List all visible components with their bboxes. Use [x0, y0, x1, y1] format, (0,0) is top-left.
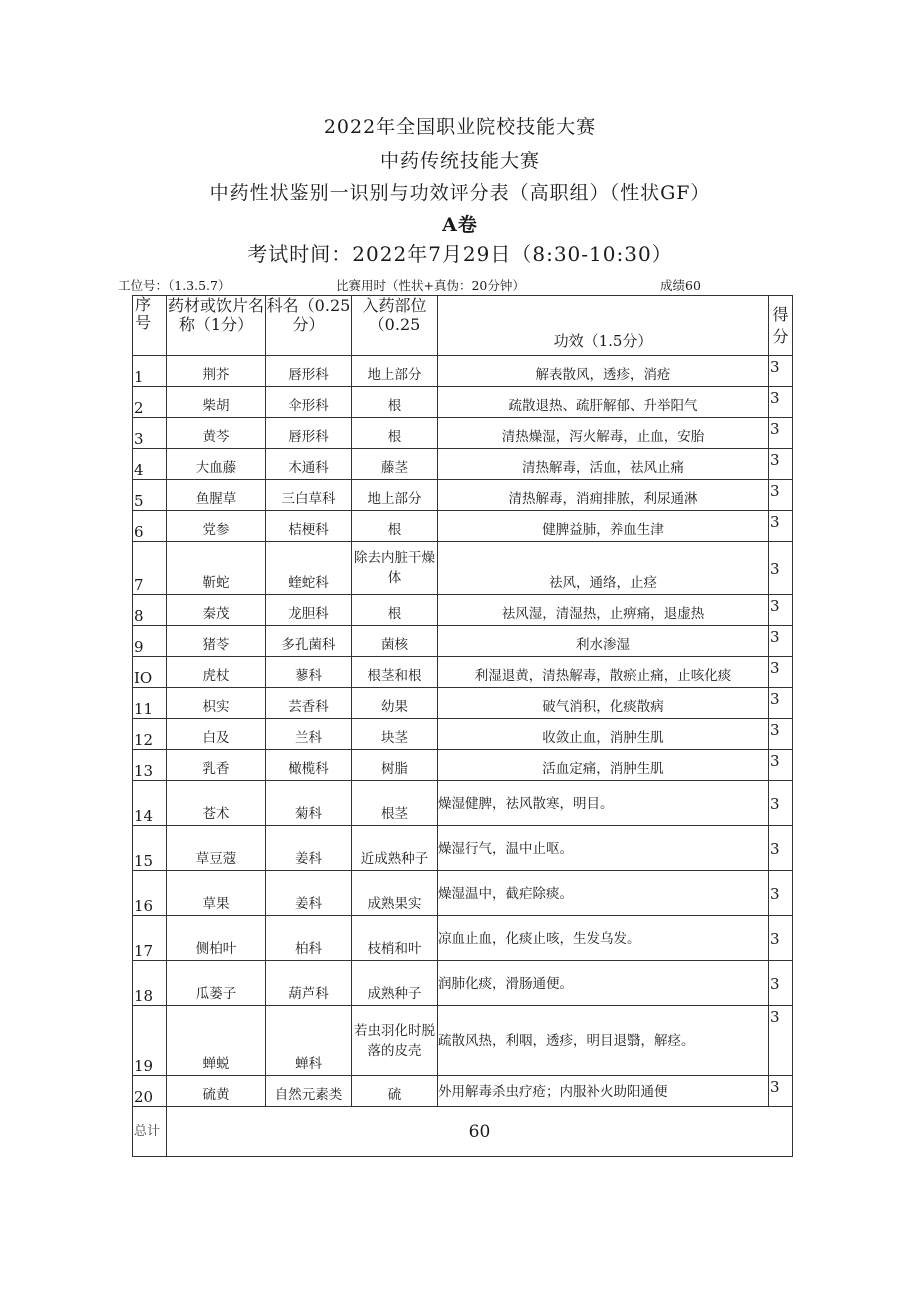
- row-family: 橄榄科: [266, 750, 352, 781]
- table-row: [133, 542, 793, 595]
- row-name: 苍术: [167, 781, 266, 826]
- row-part: 树脂: [352, 750, 438, 781]
- score-table: [132, 295, 793, 1157]
- row-family: 蝰蛇科: [266, 542, 352, 595]
- table-row: [133, 826, 793, 871]
- row-score: 3: [769, 961, 793, 1006]
- row-name: 草豆蔻: [167, 826, 266, 871]
- row-name: 草果: [167, 871, 266, 916]
- row-family: 多孔菌科: [266, 626, 352, 657]
- row-effect: 祛风，通络，止痉: [438, 542, 769, 595]
- row-part: 地上部分: [352, 356, 438, 387]
- row-score: 3: [769, 449, 793, 480]
- row-effect: 润肺化痰，滑肠通便。: [438, 961, 769, 1006]
- row-score: 3: [769, 916, 793, 961]
- title-line-3: 中药性状鉴别一识别与功效评分表（高职组）（性状GF）: [209, 182, 711, 204]
- row-part: 枝梢和叶: [352, 916, 438, 961]
- title-line-2: 中药传统技能大赛: [379, 150, 540, 172]
- col-effect: 功效（1.5分）: [438, 296, 769, 356]
- row-part: 根: [352, 511, 438, 542]
- table-row: [133, 626, 793, 657]
- row-family: 自然元素类: [266, 1076, 352, 1107]
- row-index: 17: [133, 916, 167, 961]
- row-score: 3: [769, 418, 793, 449]
- row-index: 9: [133, 626, 167, 657]
- row-score: 3: [769, 719, 793, 750]
- row-effect: 清热解毒，活血，祛风止痛: [438, 449, 769, 480]
- row-part: 除去内脏干燥体: [352, 542, 438, 595]
- row-family: 唇形科: [266, 418, 352, 449]
- table-row: [133, 750, 793, 781]
- row-effect: 外用解毒杀虫疗疮；内服补火助阳通便: [438, 1076, 769, 1107]
- col-score: 得分: [769, 296, 793, 356]
- row-part: 根: [352, 418, 438, 449]
- row-score: 3: [769, 511, 793, 542]
- row-effect: 疏散退热、疏肝解郁、升举阳气: [438, 387, 769, 418]
- row-effect: 燥湿温中，截疟除痰。: [438, 871, 769, 916]
- row-effect: 清热燥湿，泻火解毒，止血，安胎: [438, 418, 769, 449]
- table-header-row: [133, 296, 793, 356]
- row-effect: 利湿退黄，清热解毒，散瘀止痛，止咳化痰: [438, 657, 769, 688]
- row-effect: 清热解毒，消痈排脓，利尿通淋: [438, 480, 769, 511]
- row-name: 靳蛇: [167, 542, 266, 595]
- row-family: 唇形科: [266, 356, 352, 387]
- row-index: 19: [133, 1006, 167, 1076]
- row-score: 3: [769, 542, 793, 595]
- row-family: 蓼科: [266, 657, 352, 688]
- row-index: 11: [133, 688, 167, 719]
- row-effect: 凉血止血，化痰止咳，生发乌发。: [438, 916, 769, 961]
- row-family: 芸香科: [266, 688, 352, 719]
- row-part: 成熟果实: [352, 871, 438, 916]
- row-part: 根茎和根: [352, 657, 438, 688]
- row-score: 3: [769, 626, 793, 657]
- row-name: 荆芥: [167, 356, 266, 387]
- title-paper-version: A卷: [442, 214, 478, 236]
- row-index: IO: [133, 657, 167, 688]
- col-idx: 序号: [133, 296, 167, 356]
- row-index: 16: [133, 871, 167, 916]
- row-part: 地上部分: [352, 480, 438, 511]
- exam-time: 考试时间：2022年7月29日（8:30-10:30）: [247, 242, 673, 266]
- table-row: [133, 961, 793, 1006]
- table-row: [133, 688, 793, 719]
- row-part: 块茎: [352, 719, 438, 750]
- row-index: 14: [133, 781, 167, 826]
- row-index: 12: [133, 719, 167, 750]
- row-effect: 破气消积，化痰散病: [438, 688, 769, 719]
- row-index: 5: [133, 480, 167, 511]
- row-part: 藤茎: [352, 449, 438, 480]
- row-score: 3: [769, 387, 793, 418]
- row-name: 瓜蒌子: [167, 961, 266, 1006]
- row-name: 秦茂: [167, 595, 266, 626]
- row-index: 15: [133, 826, 167, 871]
- row-index: 7: [133, 542, 167, 595]
- row-family: 木通科: [266, 449, 352, 480]
- row-name: 黄芩: [167, 418, 266, 449]
- row-score: 3: [769, 595, 793, 626]
- row-effect: 收敛止血，消肿生肌: [438, 719, 769, 750]
- row-name: 鱼腥草: [167, 480, 266, 511]
- row-name: 柴胡: [167, 387, 266, 418]
- table-row: [133, 1076, 793, 1107]
- row-score: 3: [769, 781, 793, 826]
- row-family: 葫芦科: [266, 961, 352, 1006]
- row-score: 3: [769, 657, 793, 688]
- row-index: 6: [133, 511, 167, 542]
- table-row: [133, 657, 793, 688]
- row-family: 姜科: [266, 826, 352, 871]
- table-row: [133, 511, 793, 542]
- row-family: 蝉科: [266, 1006, 352, 1076]
- row-family: 菊科: [266, 781, 352, 826]
- station-number: 工位号：（1.3.5.7）: [118, 278, 231, 293]
- title-line-1: 2022年全国职业院校技能大赛: [323, 116, 597, 138]
- row-index: 3: [133, 418, 167, 449]
- row-family: 柏科: [266, 916, 352, 961]
- table-row: [133, 387, 793, 418]
- table-row: [133, 480, 793, 511]
- table-row: [133, 916, 793, 961]
- row-index: 8: [133, 595, 167, 626]
- table-row: [133, 418, 793, 449]
- table-row: [133, 781, 793, 826]
- total-label: 总计: [133, 1107, 167, 1157]
- row-part: 根茎: [352, 781, 438, 826]
- row-part: 近成熟种子: [352, 826, 438, 871]
- row-effect: 解表散风，透疹，消疮: [438, 356, 769, 387]
- row-index: 1: [133, 356, 167, 387]
- row-part: 硫: [352, 1076, 438, 1107]
- row-effect: 燥湿行气，温中止呕。: [438, 826, 769, 871]
- row-part: 菌核: [352, 626, 438, 657]
- row-part: 根: [352, 595, 438, 626]
- row-part: 幼果: [352, 688, 438, 719]
- row-effect: 健脾益肺，养血生津: [438, 511, 769, 542]
- row-score: 3: [769, 750, 793, 781]
- row-name: 硫黄: [167, 1076, 266, 1107]
- row-score: 3: [769, 480, 793, 511]
- row-name: 大血藤: [167, 449, 266, 480]
- row-part: 根: [352, 387, 438, 418]
- row-score: 3: [769, 1076, 793, 1107]
- row-name: 虎杖: [167, 657, 266, 688]
- table-row: [133, 595, 793, 626]
- col-name: 药材或饮片名称（1分）: [167, 296, 266, 356]
- col-family: 科名（0.25分）: [266, 296, 352, 356]
- row-score: 3: [769, 1006, 793, 1076]
- row-score: 3: [769, 826, 793, 871]
- total-row: [133, 1107, 793, 1157]
- table-row: [133, 1006, 793, 1076]
- table-row: [133, 449, 793, 480]
- row-family: 桔梗科: [266, 511, 352, 542]
- total-value: 60: [167, 1107, 793, 1157]
- row-part: 成熟种子: [352, 961, 438, 1006]
- row-effect: 燥湿健脾，祛风散寒，明目。: [438, 781, 769, 826]
- row-family: 伞形科: [266, 387, 352, 418]
- row-effect: 活血定痛，消肿生肌: [438, 750, 769, 781]
- row-name: 乳香: [167, 750, 266, 781]
- row-index: 18: [133, 961, 167, 1006]
- row-index: 4: [133, 449, 167, 480]
- row-index: 20: [133, 1076, 167, 1107]
- row-name: 党参: [167, 511, 266, 542]
- row-index: 2: [133, 387, 167, 418]
- table-row: [133, 719, 793, 750]
- row-name: 枳实: [167, 688, 266, 719]
- row-name: 侧柏叶: [167, 916, 266, 961]
- row-family: 兰科: [266, 719, 352, 750]
- row-score: 3: [769, 871, 793, 916]
- col-part: 入药部位（0.25: [352, 296, 438, 356]
- row-name: 白及: [167, 719, 266, 750]
- row-score: 3: [769, 688, 793, 719]
- row-family: 龙胆科: [266, 595, 352, 626]
- row-effect: 疏散风热，利咽，透疹，明目退翳，解痉。: [438, 1006, 769, 1076]
- row-name: 猪苓: [167, 626, 266, 657]
- result-score: 成绩60: [660, 278, 701, 293]
- row-index: 13: [133, 750, 167, 781]
- row-part: 若虫羽化时脱落的皮壳: [352, 1006, 438, 1076]
- row-effect: 利水渗湿: [438, 626, 769, 657]
- row-effect: 祛风湿，清湿热，止痹痛，退虚热: [438, 595, 769, 626]
- table-row: [133, 356, 793, 387]
- table-row: [133, 871, 793, 916]
- row-name: 蝉蜕: [167, 1006, 266, 1076]
- row-family: 三白草科: [266, 480, 352, 511]
- row-score: 3: [769, 356, 793, 387]
- time-used: 比赛用时（性状+真伪：20分钟）: [336, 278, 525, 293]
- row-family: 姜科: [266, 871, 352, 916]
